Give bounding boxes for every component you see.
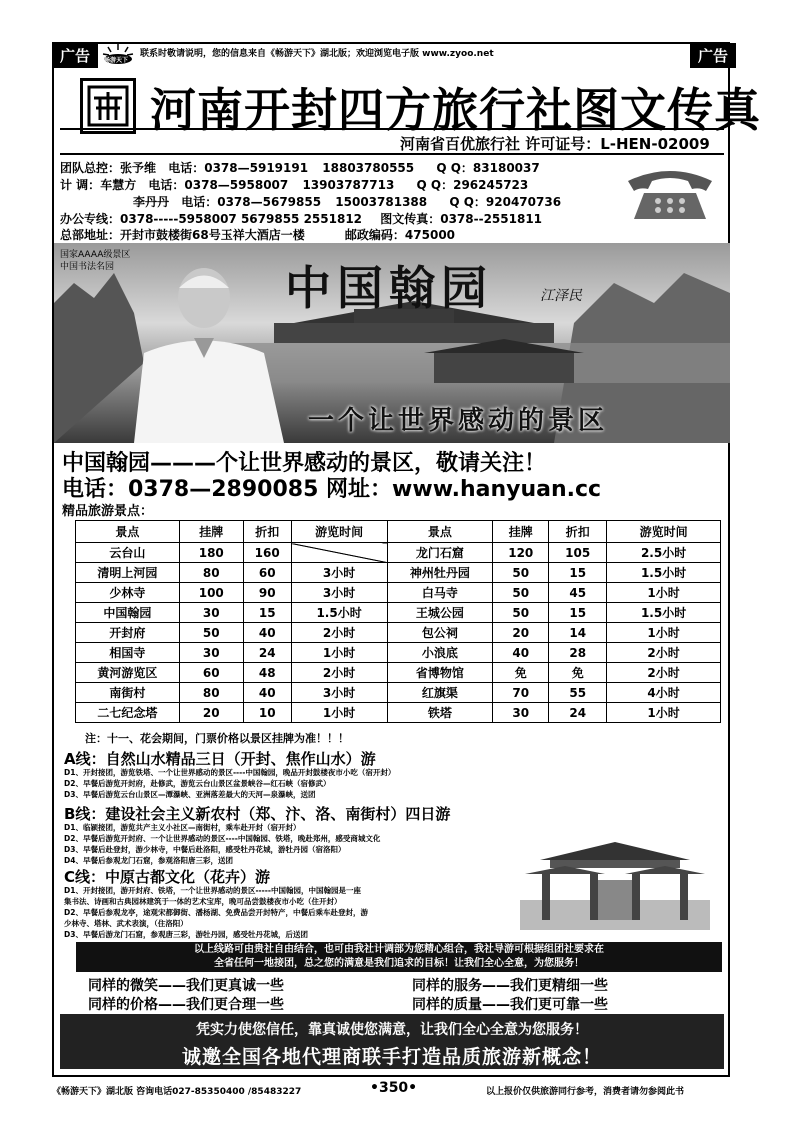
table-cell: 1小时 [607,583,721,603]
table-cell [291,543,387,563]
table-cell: 40 [493,643,549,663]
table-row [76,623,721,643]
table-cell: 90 [243,583,291,603]
table-cell: 南街村 [76,683,180,703]
table-cell: 1小时 [291,703,387,723]
table-row [76,703,721,723]
column-header: 游览时间 [607,521,721,543]
route-c-day: D1、开封接团，游开封府、铁塔，一个让世界感动的景区-----中国翰园，中国翰园是一座 [64,886,362,895]
table-cell: 2小时 [607,643,721,663]
closing-notice: 以上线路可由贵社自由结合，也可由我社计调部为您精心组合，我社导游可根据组团社要求在 全省任何一地接团，总之您的满意是我们追求的目标！让我们全心全意，为您服务！ [76,942,722,972]
agency-logo-icon [86,84,130,128]
table-cell: 1小时 [607,703,721,723]
table-cell: 40 [243,683,291,703]
table-cell: 15 [549,563,607,583]
table-cell: 3小时 [291,683,387,703]
table-cell: 80 [179,563,243,583]
table-cell: 28 [549,643,607,663]
table-cell: 105 [549,543,607,563]
route-b-day: D4、早餐后参观龙门石窟，参观洛阳唐三彩，送团 [64,856,233,865]
table-cell: 10 [243,703,291,723]
table-cell: 3小时 [291,583,387,603]
table-cell: 王城公园 [387,603,493,623]
slogan: 同样的服务——我们更精细一些 [412,978,608,994]
banner-slogan: 一个让世界感动的景区 [308,406,609,436]
agency-logo [80,78,136,134]
route-b-day: D2、早餐后游览开封府、一个让世界感动的景区----中国翰园、铁塔，晚赴郑州，感受商城文化 [64,834,381,843]
slogan: 同样的价格——我们更合理一些 [88,997,284,1013]
table-row [76,583,721,603]
table-cell: 50 [493,583,549,603]
table-cell: 80 [179,683,243,703]
column-header: 挂牌 [493,521,549,543]
license-line: 河南省百优旅行社 许可证号：L-HEN-02009 [400,135,710,153]
ad-tag-left: 广告 [52,43,98,68]
table-cell: 红旗渠 [387,683,493,703]
divider [60,153,724,155]
spots-table [75,520,721,723]
table-cell: 30 [179,603,243,623]
table-cell: 中国翰园 [76,603,180,623]
route-c-title: C线：中原古都文化（花卉）游 [64,868,271,886]
table-cell: 1小时 [607,623,721,643]
table-cell: 包公祠 [387,623,493,643]
table-cell: 白马寺 [387,583,493,603]
table-cell: 50 [179,623,243,643]
table-cell: 100 [179,583,243,603]
table-cell: 2小时 [291,663,387,683]
final-banner: 凭实力使您信任，靠真诚使您满意，让我们全心全意为您服务！ 诚邀全国各地代理商联手打造品质旅游新概念！ [60,1014,724,1069]
route-b-day: D3、早餐后赴登封，游少林寺，中餐后赴洛阳，感受牡丹花城，游牡丹园（宿洛阳） [64,845,346,854]
promo-headline: 中国翰园———个让世界感动的景区，敬请关注！ [62,451,547,476]
table-cell: 50 [493,563,549,583]
route-c-day: 少林寺、塔林、武术表演，（住洛阳） [64,919,188,928]
column-header: 折扣 [243,521,291,543]
table-cell: 黄河游览区 [76,663,180,683]
table-cell: 铁塔 [387,703,493,723]
table-row [76,683,721,703]
column-header: 挂牌 [179,521,243,543]
table-cell: 30 [493,703,549,723]
table-cell: 免 [493,663,549,683]
table-cell: 1.5小时 [291,603,387,623]
table-cell: 14 [549,623,607,643]
table-cell: 55 [549,683,607,703]
table-cell: 70 [493,683,549,703]
route-c-day: 集书法、诗画和古典园林建筑于一体的艺术宝库，晚可品尝鼓楼夜市小吃（住开封） [64,897,342,906]
route-c-day: D2、早餐后参观龙亭，途观宋都御街、潘杨湖、免费品尝开封特产，中餐后乘车赴登封，游 [64,908,368,917]
table-cell: 省博物馆 [387,663,493,683]
page-number: •350• [370,1080,418,1096]
contact-row: 李丹丹 电话：0378—5679855 15003781388 Q Q：920470736 [133,195,562,209]
telephone-icon [622,163,718,223]
table-cell: 45 [549,583,607,603]
table-cell: 二七纪念塔 [76,703,180,723]
table-row [76,663,721,683]
table-cell: 云台山 [76,543,180,563]
route-b-day: D1、临颍接团，游览共产主义小社区—南街村，乘车赴开封（宿开封） [64,823,301,832]
route-c-day: D3、早餐后游龙门石窟，参观唐三彩，游牡丹园，感受牡丹花城，后送团 [64,930,308,939]
contact-row: 计 调：车慧方 电话：0378—5958007 13903787713 Q Q：296245723 [60,178,529,192]
table-cell: 开封府 [76,623,180,643]
page-title: 河南开封四方旅行社图文传真 [150,83,761,137]
table-cell: 少林寺 [76,583,180,603]
table-cell: 1.5小时 [607,603,721,623]
table-cell: 180 [179,543,243,563]
table-cell: 30 [179,643,243,663]
table-cell: 50 [493,603,549,623]
table-cell: 免 [549,663,607,683]
table-cell: 1小时 [291,643,387,663]
route-a-title: A线：自然山水精品三日（开封、焦作山水）游 [64,750,376,768]
table-cell: 龙门石窟 [387,543,493,563]
column-header: 游览时间 [291,521,387,543]
table-cell: 60 [179,663,243,683]
memorial-gate-illustration [520,830,710,930]
table-header-row [76,521,721,543]
table-cell: 24 [549,703,607,723]
table-row [76,603,721,623]
route-b-title: B线：建设社会主义新农村（郑、汴、洛、南街村）四日游 [64,805,451,823]
table-row [76,563,721,583]
banner-signature: 江泽民 [540,288,582,304]
spots-section-title: 精品旅游景点： [62,504,154,519]
contact-row: 团队总控：张予维 电话：0378—5919191 18803780555 Q Q：83180037 [60,161,540,175]
table-cell: 48 [243,663,291,683]
route-a-day: D2、早餐后游览开封府，赴修武，游览云台山景区盆景峡谷—红石峡（宿修武） [64,779,331,788]
divider [60,128,724,130]
table-row [76,543,721,563]
address-row: 总部地址：开封市鼓楼街68号玉祥大酒店一楼 邮政编码：475000 [60,228,456,242]
column-header: 景点 [76,521,180,543]
table-cell: 20 [493,623,549,643]
column-header: 折扣 [549,521,607,543]
table-cell: 3小时 [291,563,387,583]
slogan: 同样的微笑——我们更真诚一些 [88,978,284,994]
table-cell: 15 [243,603,291,623]
route-a-day: D3、早餐后游览云台山景区—潭瀑峡、亚洲落差最大的天河—泉瀑峡，送团 [64,790,316,799]
slogan: 同样的质量——我们更可靠一些 [412,997,608,1013]
spots-note: 注：十一、花会期间，门票价格以景区挂牌为准！！！ [85,732,349,745]
table-cell: 40 [243,623,291,643]
table-cell: 15 [549,603,607,623]
table-cell: 60 [243,563,291,583]
table-cell: 120 [493,543,549,563]
footer-left: 《畅游天下》湖北版 咨询电话027-85350400 /85483227 [52,1087,302,1097]
ad-tag-right: 广告 [690,43,736,68]
promo-contact: 电话：0378—2890085 网址：www.hanyuan.cc [62,477,602,502]
table-cell: 20 [179,703,243,723]
table-cell: 24 [243,643,291,663]
column-header: 景点 [387,521,493,543]
table-row [76,643,721,663]
table-cell: 4小时 [607,683,721,703]
table-cell: 清明上河园 [76,563,180,583]
table-cell: 2.5小时 [607,543,721,563]
table-cell: 小浪底 [387,643,493,663]
route-a-day: D1、开封接团，游览铁塔、一个让世界感动的景区----中国翰园，晚品开封鼓楼夜市小吃（宿开封） [64,768,396,777]
banner-tags: 国家AAAA级景区 中国书法名园 [60,250,131,272]
table-cell: 1.5小时 [607,563,721,583]
masthead-logo: 畅游天下 [100,42,136,68]
footer-right: 以上报价仅供旅游同行参考，消费者请勿参阅此书 [486,1087,685,1097]
table-cell: 160 [243,543,291,563]
table-cell: 神州牡丹园 [387,563,493,583]
office-row: 办公专线：0378-----5958007 5679855 2551812 图文传真：0378--2551811 [60,212,543,226]
topline-note: 联系时敬请说明，您的信息来自《畅游天下》湖北版；欢迎浏览电子版 www.zyoo.net [140,49,494,59]
table-cell: 2小时 [291,623,387,643]
table-cell: 相国寺 [76,643,180,663]
banner-calligraphy: 中国翰园 [285,261,493,315]
table-cell: 2小时 [607,663,721,683]
